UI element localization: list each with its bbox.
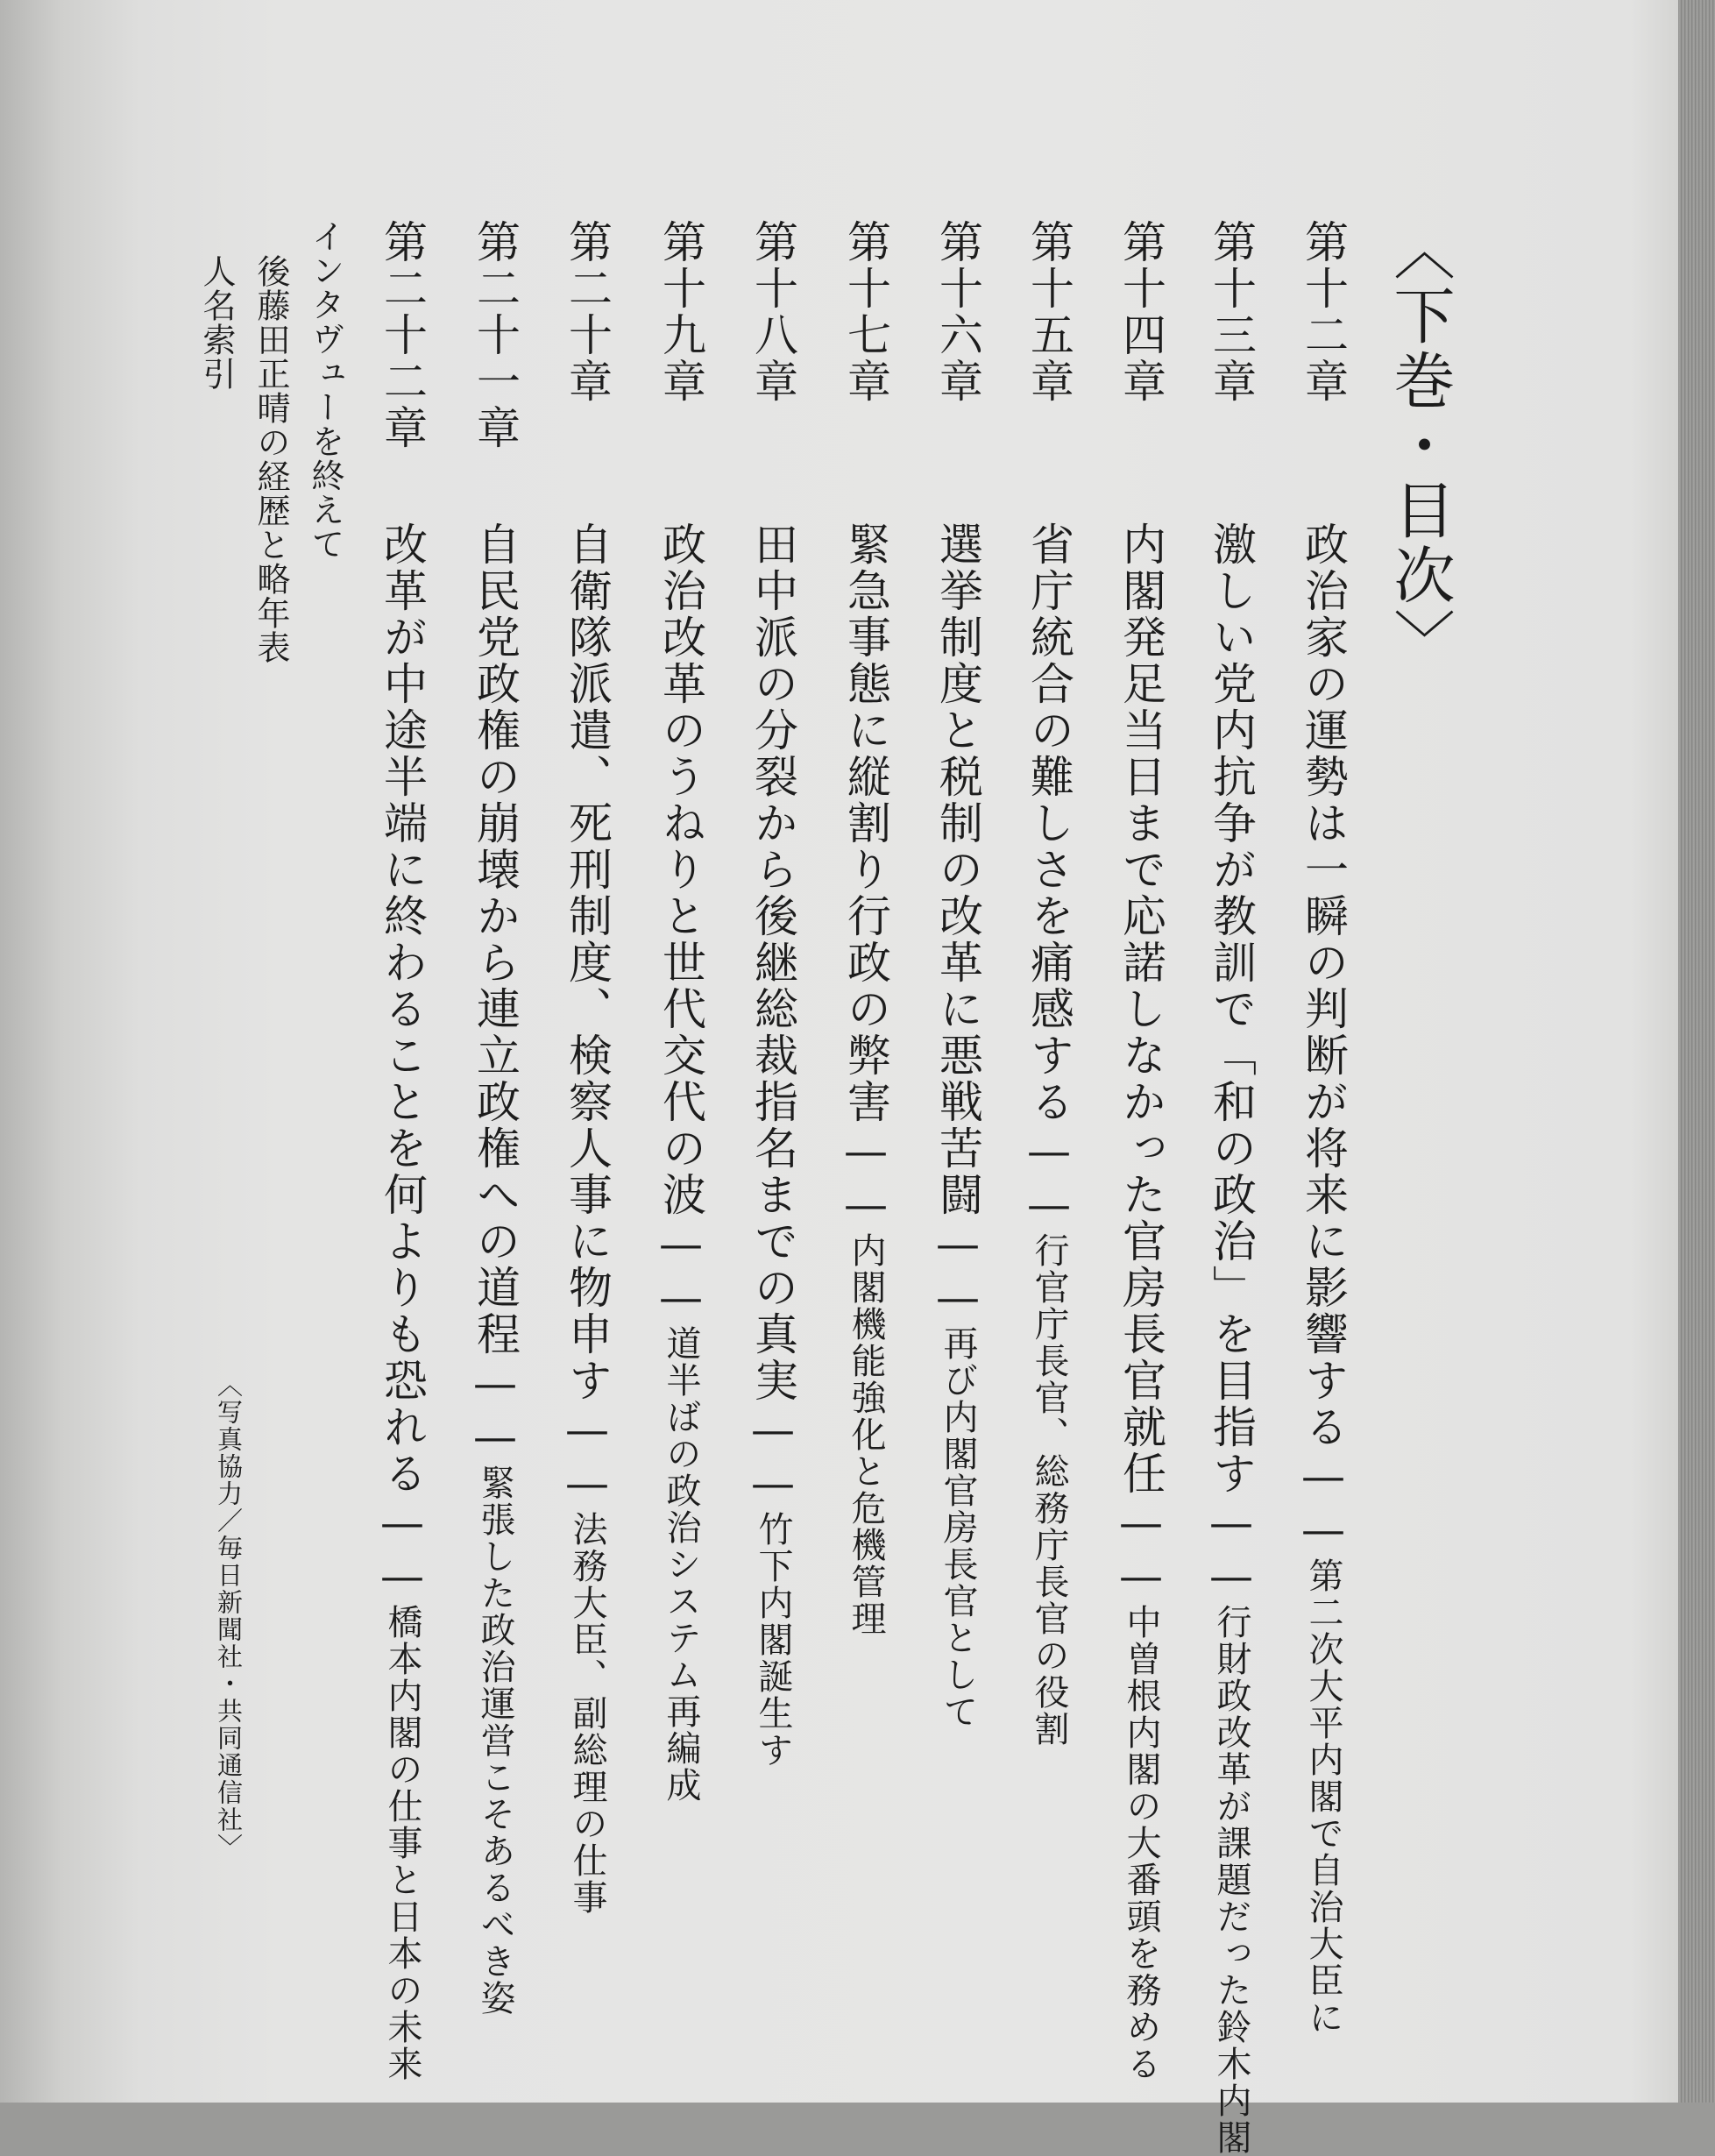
chapter-title: 激しい党内抗争が教訓で「和の政治」を目指す—— xyxy=(1206,521,1257,1604)
chapter-title: 田中派の分裂から後継総裁指名までの真実—— xyxy=(748,521,798,1511)
chapter-title: 政治改革のうねりと世代交代の波—— xyxy=(656,521,706,1325)
toc-chapter-13 xyxy=(1206,219,1257,2156)
chapter-title: 緊急事態に縦割り行政の弊害—— xyxy=(840,521,891,1232)
toc-chapter-17 xyxy=(840,219,891,1637)
chapter-subtitle: 道半ばの政治システム再編成 xyxy=(661,1325,701,1804)
chapter-subtitle: 行財政改革が課題だった鈴木内閣 xyxy=(1211,1604,1251,2156)
chapter-subtitle: 竹下内閣誕生す xyxy=(753,1511,793,1769)
chapter-subtitle: 橋本内閣の仕事と日本の未来 xyxy=(382,1604,422,2082)
chapter-title: 自民党政権の崩壊から連立政権への道程—— xyxy=(470,521,521,1465)
chapter-title: 政治家の運勢は一瞬の判断が将来に影響する—— xyxy=(1298,521,1349,1557)
chapter-number: 第十四章 xyxy=(1116,219,1166,405)
chapter-title: 省庁統合の難しさを痛感する—— xyxy=(1024,521,1074,1232)
chapter-number: 第二十二章 xyxy=(377,219,428,451)
toc-appendix-interview: インタヴューを終えて xyxy=(306,219,344,561)
toc-chapter-15 xyxy=(1024,219,1074,1748)
chapter-subtitle: 中曽根内閣の大番頭を務める xyxy=(1121,1604,1161,2082)
toc-chapter-16 xyxy=(932,219,983,1730)
chapter-subtitle: 内閣機能強化と危機管理 xyxy=(846,1232,886,1637)
toc-chapter-12 xyxy=(1298,219,1349,2036)
chapter-title: 選挙制度と税制の改革に悪戦苦闘—— xyxy=(932,521,983,1325)
toc-chapter-20 xyxy=(562,219,613,1916)
photo-credit: 〈写真協力／毎日新聞社・共同通信社〉 xyxy=(214,1372,244,1861)
chapter-title: 自衛隊派遣、死刑制度、検察人事に物申す—— xyxy=(562,521,613,1511)
chapter-number: 第十五章 xyxy=(1024,219,1074,405)
chapter-number: 第十三章 xyxy=(1206,219,1257,405)
chapter-title: 改革が中途半端に終わることを何よりも恐れる—— xyxy=(377,521,428,1604)
page-edge xyxy=(1678,0,1715,2103)
chapter-title: 内閣発足当日まで応諾しなかった官房長官就任—— xyxy=(1116,521,1166,1604)
chapter-subtitle: 緊張した政治運営こそあるべき姿 xyxy=(475,1465,515,2017)
chapter-subtitle: 行官庁長官、総務庁長官の役割 xyxy=(1029,1232,1069,1748)
chapter-subtitle: 第二次大平内閣で自治大臣に xyxy=(1303,1557,1343,2036)
chapter-number: 第十六章 xyxy=(932,219,983,405)
chapter-subtitle: 再び内閣官房長官として xyxy=(938,1325,978,1730)
toc-appendix-index: 人名索引 xyxy=(197,254,236,391)
chapter-number: 第二十章 xyxy=(562,219,613,405)
toc-chapter-19 xyxy=(656,219,706,1804)
chapter-subtitle: 法務大臣、副総理の仕事 xyxy=(567,1511,607,1916)
toc-chapter-21 xyxy=(470,219,521,2017)
chapter-number: 第二十一章 xyxy=(470,219,521,451)
toc-title: 〈下巻・目次〉 xyxy=(1384,219,1456,673)
toc-chapter-14 xyxy=(1116,219,1166,2082)
toc-appendix-chronology: 後藤田正晴の経歴と略年表 xyxy=(252,254,290,664)
chapter-number: 第十七章 xyxy=(840,219,891,405)
chapter-number: 第十二章 xyxy=(1298,219,1349,405)
chapter-number: 第十九章 xyxy=(656,219,706,405)
toc-chapter-22 xyxy=(377,219,428,2082)
toc-chapter-18 xyxy=(748,219,798,1769)
chapter-number: 第十八章 xyxy=(748,219,798,405)
